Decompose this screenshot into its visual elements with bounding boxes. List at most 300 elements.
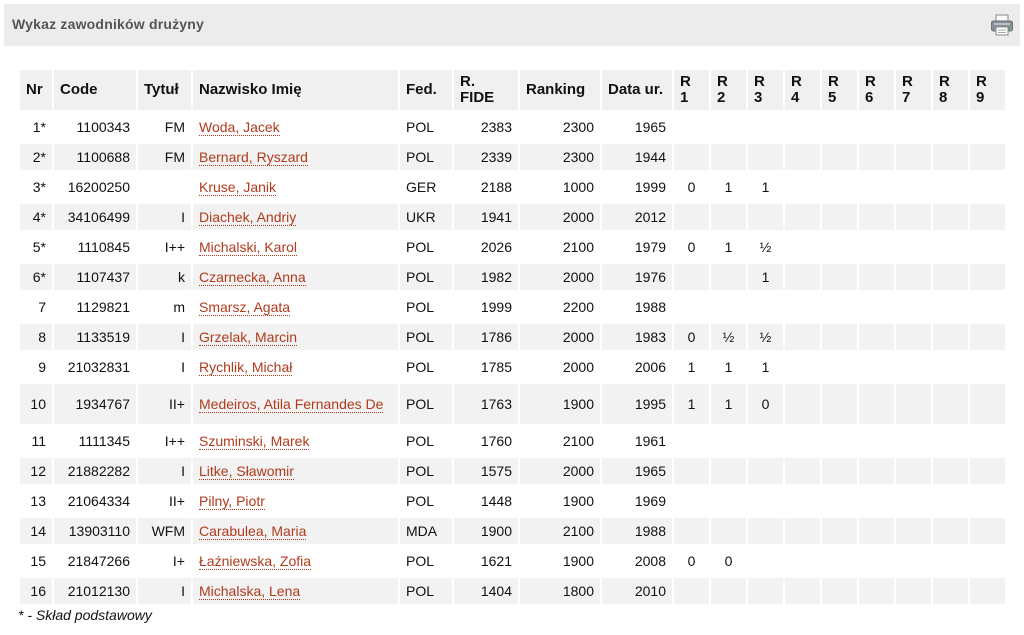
row-round-result bbox=[822, 174, 857, 200]
row-name-cell bbox=[193, 384, 398, 424]
row-fed: POL bbox=[400, 144, 452, 170]
row-title: I bbox=[138, 458, 191, 484]
row-code: 21064334 bbox=[67, 493, 130, 509]
row-year: 2012 bbox=[602, 204, 672, 230]
row-ranking: 1900 bbox=[562, 493, 594, 509]
row-fed: POL bbox=[400, 578, 452, 604]
row-year: 1995 bbox=[602, 384, 672, 424]
row-title: I++ bbox=[164, 239, 185, 255]
row-round-result bbox=[859, 578, 894, 604]
col-header-round: R 1 bbox=[674, 70, 709, 110]
row-round-result: 1 bbox=[761, 179, 770, 195]
row-title: I bbox=[138, 324, 191, 350]
row-round-result bbox=[785, 144, 820, 170]
row-round-result bbox=[933, 204, 968, 230]
row-round-result bbox=[970, 488, 1005, 514]
row-title: I bbox=[138, 204, 191, 230]
row-fed: MDA bbox=[400, 518, 452, 544]
row-ranking: 2000 bbox=[520, 204, 600, 230]
row-round-result: 1 bbox=[724, 239, 733, 255]
row-nr: 16 bbox=[20, 578, 52, 604]
row-round-result bbox=[933, 548, 968, 574]
col-header-round: R 2 bbox=[711, 70, 746, 110]
row-round-result: 1 bbox=[724, 359, 733, 375]
table-row bbox=[20, 428, 1005, 454]
row-round-result bbox=[748, 204, 783, 230]
player-name-link[interactable]: Michalska, Lena bbox=[199, 583, 301, 599]
row-round-result bbox=[970, 264, 1005, 290]
row-title: FM bbox=[164, 119, 185, 135]
player-name-link[interactable]: Pilny, Piotr bbox=[199, 493, 265, 509]
row-round-result bbox=[933, 384, 968, 424]
row-round-result: 1 bbox=[761, 359, 770, 375]
row-round-result bbox=[896, 294, 931, 320]
row-code: 1133519 bbox=[54, 324, 136, 350]
row-year: 1983 bbox=[602, 324, 672, 350]
row-rfide: 1941 bbox=[454, 204, 518, 230]
row-round-result bbox=[933, 428, 968, 454]
row-nr: 10 bbox=[20, 384, 52, 424]
row-name-cell bbox=[193, 324, 398, 350]
table-row bbox=[20, 234, 1005, 260]
row-round-result bbox=[822, 324, 857, 350]
row-ranking: 2300 bbox=[562, 119, 594, 135]
row-rfide: 2339 bbox=[454, 144, 518, 170]
col-header-ranking: Ranking bbox=[520, 70, 600, 110]
row-round-result bbox=[748, 458, 783, 484]
row-year: 2008 bbox=[634, 553, 666, 569]
row-round-result bbox=[933, 578, 968, 604]
row-fed: POL bbox=[406, 433, 435, 449]
row-round-result bbox=[785, 114, 820, 140]
row-rfide: 2383 bbox=[480, 119, 512, 135]
col-header-year: Data ur. bbox=[602, 70, 672, 110]
row-name-cell bbox=[193, 488, 398, 514]
row-round-result: 1 bbox=[711, 384, 746, 424]
row-round-result bbox=[748, 548, 783, 574]
row-code: 21847266 bbox=[67, 553, 130, 569]
row-year: 1988 bbox=[602, 518, 672, 544]
row-round-result: 0 bbox=[687, 179, 696, 195]
row-round-result bbox=[859, 174, 894, 200]
row-round-result bbox=[711, 294, 746, 320]
row-name-cell bbox=[193, 234, 398, 260]
col-header-fed: Fed. bbox=[400, 70, 452, 110]
row-code: 16200250 bbox=[67, 179, 130, 195]
col-header-round: R 4 bbox=[785, 70, 820, 110]
row-round-result bbox=[933, 144, 968, 170]
row-round-result bbox=[785, 384, 820, 424]
row-name-cell bbox=[193, 264, 398, 290]
row-round-result bbox=[785, 324, 820, 350]
col-header-nr: Nr bbox=[20, 70, 52, 110]
row-name-cell bbox=[193, 174, 398, 200]
row-year: 2006 bbox=[634, 359, 666, 375]
row-round-result: 0 bbox=[687, 553, 696, 569]
player-name-link[interactable]: Woda, Jacek bbox=[199, 119, 280, 135]
row-round-result bbox=[970, 234, 1005, 260]
row-round-result bbox=[896, 428, 931, 454]
player-name-link[interactable]: Czarnecka, Anna bbox=[199, 269, 306, 285]
player-name-link[interactable]: Carabulea, Maria bbox=[199, 523, 307, 539]
row-year: 2010 bbox=[602, 578, 672, 604]
row-round-result: 1 bbox=[687, 359, 696, 375]
row-round-result bbox=[785, 174, 820, 200]
row-round-result bbox=[933, 174, 968, 200]
col-header-name: Nazwisko Imię bbox=[193, 70, 398, 110]
player-name-link[interactable]: Bernard, Ryszard bbox=[199, 149, 308, 165]
row-ranking: 2000 bbox=[520, 324, 600, 350]
row-round-result bbox=[896, 114, 931, 140]
row-round-result bbox=[896, 458, 931, 484]
row-ranking: 2000 bbox=[520, 264, 600, 290]
row-round-result bbox=[970, 294, 1005, 320]
row-round-result bbox=[822, 458, 857, 484]
row-fed: POL bbox=[406, 553, 435, 569]
row-round-result bbox=[970, 324, 1005, 350]
row-round-result bbox=[711, 488, 746, 514]
table-row bbox=[20, 174, 1005, 200]
row-nr: 4* bbox=[20, 204, 52, 230]
player-name-link[interactable]: Diachek, Andriy bbox=[199, 209, 297, 225]
row-name-cell bbox=[193, 144, 398, 170]
row-rfide: 1621 bbox=[480, 553, 512, 569]
row-round-result bbox=[711, 114, 746, 140]
row-round-result bbox=[822, 518, 857, 544]
player-name-link[interactable]: Kruse, Janik bbox=[199, 179, 277, 195]
player-name-link[interactable]: Grzelak, Marcin bbox=[199, 329, 298, 345]
row-round-result bbox=[896, 354, 931, 380]
row-round-result bbox=[896, 518, 931, 544]
col-header-round: R 5 bbox=[822, 70, 857, 110]
row-code: 1100343 bbox=[76, 119, 130, 135]
row-round-result bbox=[970, 458, 1005, 484]
row-round-result bbox=[896, 144, 931, 170]
row-round-result bbox=[785, 458, 820, 484]
row-name-cell bbox=[193, 114, 398, 140]
row-round-result bbox=[674, 264, 709, 290]
row-title: FM bbox=[138, 144, 191, 170]
row-fed: POL bbox=[406, 239, 435, 255]
printer-icon[interactable] bbox=[990, 14, 1014, 36]
row-year: 1988 bbox=[634, 299, 666, 315]
row-round-result bbox=[896, 488, 931, 514]
row-rfide: 1404 bbox=[454, 578, 518, 604]
row-name-cell bbox=[193, 204, 398, 230]
row-title: k bbox=[138, 264, 191, 290]
row-ranking: 1000 bbox=[562, 179, 594, 195]
row-round-result bbox=[711, 518, 746, 544]
col-header-rfide: R. FIDE bbox=[454, 70, 518, 110]
row-rfide: 1760 bbox=[480, 433, 512, 449]
player-name-link[interactable]: Rychlik, Michał bbox=[199, 359, 293, 375]
row-nr: 7 bbox=[38, 299, 46, 315]
row-round-result bbox=[859, 354, 894, 380]
row-ranking: 2200 bbox=[562, 299, 594, 315]
row-round-result bbox=[896, 384, 931, 424]
row-title: I bbox=[138, 578, 191, 604]
row-round-result bbox=[970, 174, 1005, 200]
row-fed: POL bbox=[400, 384, 452, 424]
player-name-link[interactable]: Litke, Sławomir bbox=[199, 463, 294, 479]
row-title bbox=[138, 174, 191, 200]
col-header-round: R 3 bbox=[748, 70, 783, 110]
row-round-result bbox=[933, 458, 968, 484]
table-row bbox=[20, 204, 1005, 230]
table-row bbox=[20, 144, 1005, 170]
row-code: 1107437 bbox=[54, 264, 136, 290]
player-name-link[interactable]: Michalski, Karol bbox=[199, 239, 298, 255]
row-round-result bbox=[674, 458, 709, 484]
table-row bbox=[20, 354, 1005, 380]
row-nr: 3* bbox=[32, 179, 46, 195]
row-rfide: 1785 bbox=[480, 359, 512, 375]
row-year: 1999 bbox=[634, 179, 666, 195]
row-round-result bbox=[933, 518, 968, 544]
row-round-result bbox=[970, 428, 1005, 454]
row-round-result bbox=[711, 578, 746, 604]
row-round-result bbox=[970, 518, 1005, 544]
row-round-result bbox=[822, 428, 857, 454]
row-round-result bbox=[785, 234, 820, 260]
row-fed: POL bbox=[406, 119, 435, 135]
row-round-result bbox=[859, 264, 894, 290]
row-round-result bbox=[859, 114, 894, 140]
row-round-result bbox=[674, 144, 709, 170]
row-round-result bbox=[822, 204, 857, 230]
row-round-result bbox=[859, 204, 894, 230]
row-rfide: 2026 bbox=[480, 239, 512, 255]
row-nr: 5* bbox=[32, 239, 46, 255]
row-round-result bbox=[933, 234, 968, 260]
row-code: 21032831 bbox=[67, 359, 130, 375]
row-round-result bbox=[896, 324, 931, 350]
row-name-cell bbox=[193, 428, 398, 454]
row-nr: 11 bbox=[31, 433, 46, 449]
row-ranking: 1800 bbox=[520, 578, 600, 604]
row-round-result: ½ bbox=[711, 324, 746, 350]
player-name-link[interactable]: Szuminski, Marek bbox=[199, 433, 310, 449]
row-round-result bbox=[970, 548, 1005, 574]
row-round-result bbox=[970, 204, 1005, 230]
row-round-result bbox=[896, 234, 931, 260]
row-round-result bbox=[748, 578, 783, 604]
row-rfide: 1982 bbox=[454, 264, 518, 290]
col-header-round: R 7 bbox=[896, 70, 931, 110]
row-code: 21882282 bbox=[54, 458, 136, 484]
row-round-result bbox=[785, 578, 820, 604]
row-round-result: 0 bbox=[674, 324, 709, 350]
row-round-result bbox=[748, 114, 783, 140]
table-header-row bbox=[20, 70, 1005, 110]
row-round-result bbox=[674, 428, 709, 454]
player-name-link[interactable]: Łaźniewska, Zofia bbox=[199, 553, 312, 569]
row-code: 1934767 bbox=[54, 384, 136, 424]
row-fed: POL bbox=[406, 299, 435, 315]
row-round-result bbox=[785, 204, 820, 230]
row-round-result bbox=[748, 428, 783, 454]
col-header-title: Tytuł bbox=[138, 70, 191, 110]
row-year: 1969 bbox=[634, 493, 666, 509]
row-nr: 12 bbox=[20, 458, 52, 484]
row-nr: 9 bbox=[38, 359, 46, 375]
row-year: 1961 bbox=[634, 433, 666, 449]
row-nr: 6* bbox=[20, 264, 52, 290]
row-round-result bbox=[822, 384, 857, 424]
row-round-result bbox=[970, 144, 1005, 170]
row-title: II+ bbox=[138, 384, 191, 424]
row-name-cell bbox=[193, 458, 398, 484]
row-round-result bbox=[785, 518, 820, 544]
row-ranking: 2100 bbox=[520, 518, 600, 544]
row-round-result bbox=[711, 264, 746, 290]
col-header-round: R 9 bbox=[970, 70, 1005, 110]
row-fed: POL bbox=[400, 264, 452, 290]
row-round-result bbox=[711, 144, 746, 170]
table-row bbox=[20, 548, 1005, 574]
row-name-cell bbox=[193, 518, 398, 544]
col-header-round: R 6 bbox=[859, 70, 894, 110]
row-round-result bbox=[711, 428, 746, 454]
row-round-result bbox=[822, 234, 857, 260]
player-name-link[interactable]: Medeiros, Atila Fernandes De bbox=[199, 396, 384, 412]
row-round-result bbox=[822, 264, 857, 290]
row-round-result bbox=[896, 578, 931, 604]
row-nr: 14 bbox=[20, 518, 52, 544]
row-round-result bbox=[674, 294, 709, 320]
row-rfide: 1448 bbox=[480, 493, 512, 509]
row-ranking: 2000 bbox=[562, 359, 594, 375]
row-round-result bbox=[896, 174, 931, 200]
row-name-cell bbox=[193, 578, 398, 604]
table-row bbox=[20, 458, 1005, 484]
row-round-result: 1 bbox=[674, 384, 709, 424]
row-fed: POL bbox=[400, 458, 452, 484]
table-row bbox=[20, 264, 1005, 290]
row-title: I++ bbox=[164, 433, 185, 449]
row-round-result bbox=[674, 518, 709, 544]
page-title: Wykaz zawodników drużyny bbox=[12, 16, 205, 32]
row-round-result bbox=[859, 144, 894, 170]
row-round-result bbox=[785, 264, 820, 290]
row-nr: 1* bbox=[32, 119, 46, 135]
row-ranking: 2000 bbox=[520, 458, 600, 484]
row-rfide: 1900 bbox=[454, 518, 518, 544]
row-code: 21012130 bbox=[54, 578, 136, 604]
row-round-result bbox=[785, 548, 820, 574]
row-round-result bbox=[896, 264, 931, 290]
row-round-result: 1 bbox=[748, 264, 783, 290]
row-round-result: ½ bbox=[748, 324, 783, 350]
row-round-result bbox=[822, 354, 857, 380]
row-rfide: 2188 bbox=[480, 179, 512, 195]
row-rfide: 1763 bbox=[454, 384, 518, 424]
row-ranking: 1900 bbox=[520, 384, 600, 424]
row-rfide: 1999 bbox=[480, 299, 512, 315]
row-round-result bbox=[859, 488, 894, 514]
row-title: m bbox=[173, 299, 185, 315]
row-round-result bbox=[859, 428, 894, 454]
row-round-result bbox=[933, 354, 968, 380]
row-round-result: 0 bbox=[687, 239, 696, 255]
row-ranking: 2300 bbox=[520, 144, 600, 170]
table-row bbox=[20, 114, 1005, 140]
row-round-result bbox=[970, 384, 1005, 424]
row-name-cell bbox=[193, 354, 398, 380]
row-round-result bbox=[859, 458, 894, 484]
row-year: 1976 bbox=[602, 264, 672, 290]
row-round-result bbox=[674, 578, 709, 604]
row-round-result bbox=[859, 518, 894, 544]
row-round-result bbox=[748, 518, 783, 544]
row-code: 1129821 bbox=[76, 299, 130, 315]
row-round-result bbox=[785, 354, 820, 380]
footnote: * - Skład podstawowy bbox=[18, 607, 152, 623]
row-round-result: ½ bbox=[759, 239, 772, 255]
row-code: 1100688 bbox=[54, 144, 136, 170]
row-round-result bbox=[748, 294, 783, 320]
row-title: I+ bbox=[172, 553, 185, 569]
row-ranking: 1900 bbox=[562, 553, 594, 569]
col-header-code: Code bbox=[54, 70, 136, 110]
row-round-result bbox=[896, 548, 931, 574]
row-year: 1965 bbox=[634, 119, 666, 135]
row-code: 13903110 bbox=[54, 518, 136, 544]
row-round-result bbox=[970, 114, 1005, 140]
row-round-result bbox=[822, 144, 857, 170]
row-round-result bbox=[859, 384, 894, 424]
row-fed: GER bbox=[406, 179, 437, 195]
row-fed: POL bbox=[406, 359, 435, 375]
players-table bbox=[18, 66, 1007, 608]
row-rfide: 1575 bbox=[454, 458, 518, 484]
row-fed: UKR bbox=[400, 204, 452, 230]
row-nr: 15 bbox=[30, 553, 46, 569]
row-nr: 2* bbox=[20, 144, 52, 170]
row-round-result bbox=[822, 488, 857, 514]
row-round-result: 1 bbox=[724, 179, 733, 195]
row-code: 34106499 bbox=[54, 204, 136, 230]
row-round-result bbox=[711, 204, 746, 230]
row-round-result bbox=[859, 234, 894, 260]
row-round-result bbox=[970, 354, 1005, 380]
row-round-result bbox=[970, 578, 1005, 604]
row-name-cell bbox=[193, 548, 398, 574]
row-round-result bbox=[674, 488, 709, 514]
row-round-result bbox=[896, 204, 931, 230]
row-round-result: 0 bbox=[724, 553, 733, 569]
row-fed: POL bbox=[406, 493, 435, 509]
table-row bbox=[20, 294, 1005, 320]
row-round-result bbox=[711, 458, 746, 484]
row-round-result bbox=[933, 488, 968, 514]
row-round-result bbox=[933, 324, 968, 350]
row-round-result bbox=[822, 548, 857, 574]
row-code: 1110845 bbox=[77, 239, 130, 255]
row-fed: POL bbox=[400, 324, 452, 350]
row-round-result bbox=[933, 294, 968, 320]
row-title: WFM bbox=[138, 518, 191, 544]
row-round-result bbox=[822, 578, 857, 604]
row-rfide: 1786 bbox=[454, 324, 518, 350]
table-row bbox=[20, 384, 1005, 424]
player-name-link[interactable]: Smarsz, Agata bbox=[199, 299, 291, 315]
header-bar bbox=[4, 4, 1020, 46]
row-year: 1979 bbox=[634, 239, 666, 255]
row-round-result bbox=[859, 324, 894, 350]
row-nr: 13 bbox=[30, 493, 46, 509]
table-row bbox=[20, 488, 1005, 514]
